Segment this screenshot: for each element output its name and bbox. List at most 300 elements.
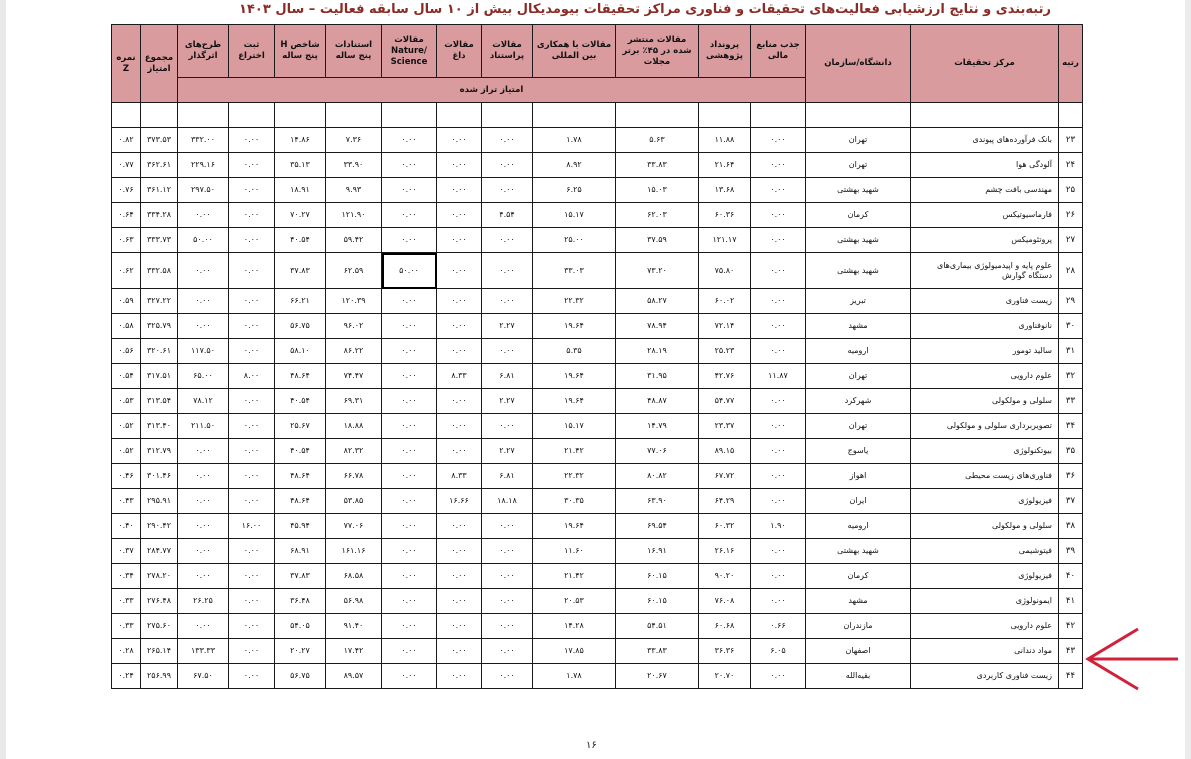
patents-cell: ۰.۰۰ <box>229 464 275 489</box>
total-cell: ۳۳۴.۲۸ <box>141 203 178 228</box>
cited-cell: ۶.۸۱ <box>482 464 533 489</box>
patents-cell: ۰.۰۰ <box>229 414 275 439</box>
patents-cell: ۰.۰۰ <box>229 489 275 514</box>
university-cell: کرمان <box>806 203 911 228</box>
table-row <box>112 489 1083 514</box>
hot-cell: ۰.۰۰ <box>437 314 482 339</box>
z-score-cell: ۰.۶۲ <box>112 253 141 289</box>
funding-cell: ۱۱.۸۷ <box>751 364 806 389</box>
center-name-cell: علوم پایه و اپیدمیولوژی بیماری‌های دستگاه گوارش <box>911 253 1059 289</box>
projects-cell: ۲۱.۶۴ <box>699 153 751 178</box>
cited-cell: ۰.۰۰ <box>482 614 533 639</box>
z-score-cell: ۰.۵۲ <box>112 439 141 464</box>
top45-cell: ۳۳.۸۳ <box>616 639 699 664</box>
z-score-cell: ۰.۷۷ <box>112 153 141 178</box>
university-cell: ایران <box>806 489 911 514</box>
table-row <box>112 228 1083 253</box>
hindex-cell: ۲۰.۲۷ <box>275 639 326 664</box>
top45-cell: ۱۵.۰۳ <box>616 178 699 203</box>
impact-cell: ۰.۰۰ <box>178 489 229 514</box>
impact-cell: ۲۲۹.۱۶ <box>178 153 229 178</box>
citations-cell: ۹.۹۳ <box>326 178 382 203</box>
hot-cell: ۰.۰۰ <box>437 614 482 639</box>
header-projects: پرونداد پژوهشی <box>699 25 751 78</box>
citations-cell: ۹۱.۴۰ <box>326 614 382 639</box>
center-name-cell: فارماسیوتیکس <box>911 203 1059 228</box>
table-row <box>112 253 1083 289</box>
impact-cell: ۰.۰۰ <box>178 314 229 339</box>
international-cell: ۸.۹۲ <box>533 153 616 178</box>
table-row <box>112 389 1083 414</box>
cited-cell: ۰.۰۰ <box>482 639 533 664</box>
cited-cell: ۲.۲۷ <box>482 389 533 414</box>
z-score-cell: ۰.۵۶ <box>112 339 141 364</box>
scan-edge-left <box>0 0 6 759</box>
table-row <box>112 314 1083 339</box>
cited-cell: ۲.۲۷ <box>482 314 533 339</box>
international-cell: ۱۵.۱۷ <box>533 414 616 439</box>
hot-cell: ۰.۰۰ <box>437 539 482 564</box>
nature-science-cell: ۰.۰۰ <box>382 564 437 589</box>
funding-cell: ۰.۰۰ <box>751 128 806 153</box>
hot-cell: ۸.۳۳ <box>437 464 482 489</box>
citations-cell: ۸۲.۳۲ <box>326 439 382 464</box>
header-citations: استنادات پنج ساله <box>326 25 382 78</box>
nature-science-cell: ۰.۰۰ <box>382 153 437 178</box>
international-cell: ۱۹.۶۴ <box>533 364 616 389</box>
international-cell: ۲۱.۴۲ <box>533 439 616 464</box>
table-row <box>112 514 1083 539</box>
hot-cell: ۰.۰۰ <box>437 589 482 614</box>
header-rank: رتبه <box>1059 25 1083 103</box>
international-cell: ۱۷.۸۵ <box>533 639 616 664</box>
projects-cell: ۴۲.۷۶ <box>699 364 751 389</box>
nature-science-cell: ۰.۰۰ <box>382 414 437 439</box>
funding-cell: ۰.۰۰ <box>751 203 806 228</box>
header-impact: طرح‌های اثرگذار <box>178 25 229 78</box>
cited-cell: ۰.۰۰ <box>482 153 533 178</box>
top45-cell: ۳۳.۸۳ <box>616 153 699 178</box>
patents-cell: ۰.۰۰ <box>229 253 275 289</box>
rank-cell: ۳۷ <box>1059 489 1083 514</box>
header-international: مقالات با همکاری بین المللی <box>533 25 616 78</box>
total-cell: ۳۱۳.۴۰ <box>141 414 178 439</box>
center-name-cell: مهندسی بافت چشم <box>911 178 1059 203</box>
z-score-cell: ۰.۳۳ <box>112 589 141 614</box>
nature-science-cell: ۰.۰۰ <box>382 614 437 639</box>
international-cell: ۳۳.۰۳ <box>533 253 616 289</box>
funding-cell: ۰.۰۰ <box>751 439 806 464</box>
funding-cell: ۰.۰۰ <box>751 314 806 339</box>
citations-cell: ۶۲.۵۹ <box>326 253 382 289</box>
total-cell: ۲۷۸.۲۰ <box>141 564 178 589</box>
international-cell: ۱۹.۶۴ <box>533 314 616 339</box>
table-row <box>112 539 1083 564</box>
top45-cell: ۶۳.۹۰ <box>616 489 699 514</box>
impact-cell: ۰.۰۰ <box>178 203 229 228</box>
impact-cell: ۲۹۷.۵۰ <box>178 178 229 203</box>
table-row <box>112 339 1083 364</box>
center-name-cell: سلولی و مولکولی <box>911 389 1059 414</box>
cited-cell: ۰.۰۰ <box>482 664 533 689</box>
projects-cell: ۶۰.۳۶ <box>699 203 751 228</box>
university-cell: بقیه‌الله <box>806 664 911 689</box>
cited-cell: ۰.۰۰ <box>482 339 533 364</box>
top45-cell: ۷۳.۲۰ <box>616 253 699 289</box>
table-row <box>112 664 1083 689</box>
patents-cell: ۰.۰۰ <box>229 664 275 689</box>
nature-science-cell: ۰.۰۰ <box>382 178 437 203</box>
citations-cell: ۷۷.۰۶ <box>326 514 382 539</box>
nature-science-cell: ۰.۰۰ <box>382 314 437 339</box>
hot-cell: ۰.۰۰ <box>437 639 482 664</box>
hindex-cell: ۱۴.۸۶ <box>275 128 326 153</box>
rank-cell: ۲۵ <box>1059 178 1083 203</box>
citations-cell: ۸۶.۲۲ <box>326 339 382 364</box>
international-cell: ۳۰.۳۵ <box>533 489 616 514</box>
impact-cell: ۶۵.۰۰ <box>178 364 229 389</box>
rank-cell: ۲۶ <box>1059 203 1083 228</box>
university-cell: ارومیه <box>806 339 911 364</box>
funding-cell: ۶.۰۵ <box>751 639 806 664</box>
impact-cell: ۰.۰۰ <box>178 614 229 639</box>
patents-cell: ۰.۰۰ <box>229 178 275 203</box>
total-cell: ۳۲۰.۶۱ <box>141 339 178 364</box>
projects-cell: ۹۰.۲۰ <box>699 564 751 589</box>
center-name-cell: نانوفناوری <box>911 314 1059 339</box>
patents-cell: ۰.۰۰ <box>229 228 275 253</box>
z-score-cell: ۰.۴۳ <box>112 489 141 514</box>
left-arrow-icon <box>1080 624 1180 694</box>
hot-cell: ۰.۰۰ <box>437 414 482 439</box>
university-cell: شهید بهشتی <box>806 178 911 203</box>
patents-cell: ۰.۰۰ <box>229 153 275 178</box>
header-top45: مقالات منتشر شده در ۴۵٪ برتر مجلات <box>616 25 699 78</box>
center-name-cell: سالید تومور <box>911 339 1059 364</box>
citations-cell: ۵۶.۹۸ <box>326 589 382 614</box>
center-name-cell: علوم دارویی <box>911 364 1059 389</box>
hindex-cell: ۴۵.۹۴ <box>275 514 326 539</box>
header-funding: جذب منابع مالی <box>751 25 806 78</box>
projects-cell: ۲۵.۲۳ <box>699 339 751 364</box>
top45-cell: ۱۶.۹۱ <box>616 539 699 564</box>
table-row <box>112 153 1083 178</box>
hindex-cell: ۳۷.۸۳ <box>275 564 326 589</box>
patents-cell: ۸.۰۰ <box>229 364 275 389</box>
z-score-cell: ۰.۵۸ <box>112 314 141 339</box>
funding-cell: ۰.۰۰ <box>751 228 806 253</box>
rank-cell: ۳۹ <box>1059 539 1083 564</box>
cited-cell: ۰.۰۰ <box>482 514 533 539</box>
nature-science-cell: ۵۰.۰۰ <box>382 253 437 289</box>
hot-cell: ۰.۰۰ <box>437 664 482 689</box>
nature-science-cell: ۰.۰۰ <box>382 203 437 228</box>
total-cell: ۳۱۷.۵۱ <box>141 364 178 389</box>
patents-cell: ۰.۰۰ <box>229 339 275 364</box>
top45-cell: ۶۲.۰۳ <box>616 203 699 228</box>
rank-cell: ۳۴ <box>1059 414 1083 439</box>
hindex-cell: ۵۴.۰۵ <box>275 614 326 639</box>
hot-cell: ۰.۰۰ <box>437 439 482 464</box>
projects-cell: ۲۳.۳۷ <box>699 414 751 439</box>
total-cell: ۲۹۵.۹۱ <box>141 489 178 514</box>
rank-cell: ۲۹ <box>1059 289 1083 314</box>
hindex-cell: ۳۶.۴۸ <box>275 589 326 614</box>
rank-cell: ۳۵ <box>1059 439 1083 464</box>
header-cited: مقالات پراستناد <box>482 25 533 78</box>
impact-cell: ۱۳۳.۳۳ <box>178 639 229 664</box>
cited-cell: ۶.۸۱ <box>482 364 533 389</box>
projects-cell: ۶۰.۶۸ <box>699 614 751 639</box>
total-cell: ۲۶۵.۱۴ <box>141 639 178 664</box>
impact-cell: ۶۷.۵۰ <box>178 664 229 689</box>
international-cell: ۲۵.۰۰ <box>533 228 616 253</box>
nature-science-cell: ۰.۰۰ <box>382 464 437 489</box>
nature-science-cell: ۰.۰۰ <box>382 289 437 314</box>
university-cell: تهران <box>806 414 911 439</box>
funding-cell: ۰.۰۰ <box>751 153 806 178</box>
funding-cell: ۰.۰۰ <box>751 253 806 289</box>
university-cell: تهران <box>806 128 911 153</box>
funding-cell: ۰.۰۰ <box>751 464 806 489</box>
university-cell: مشهد <box>806 314 911 339</box>
nature-science-cell: ۰.۰۰ <box>382 364 437 389</box>
total-cell: ۳۲۵.۷۹ <box>141 314 178 339</box>
nature-science-cell: ۰.۰۰ <box>382 539 437 564</box>
funding-cell: ۰.۰۰ <box>751 339 806 364</box>
impact-cell: ۰.۰۰ <box>178 539 229 564</box>
header-center: مرکز تحقیقات <box>911 25 1059 103</box>
total-cell: ۳۱۳.۵۴ <box>141 389 178 414</box>
funding-cell: ۰.۰۰ <box>751 414 806 439</box>
table-row <box>112 589 1083 614</box>
university-cell: کرمان <box>806 564 911 589</box>
center-name-cell: سلولی و مولکولی <box>911 514 1059 539</box>
total-cell: ۲۹۰.۴۲ <box>141 514 178 539</box>
projects-cell: ۲۰.۷۰ <box>699 664 751 689</box>
center-name-cell: زیست فناوری کاربردی <box>911 664 1059 689</box>
cited-cell: ۰.۰۰ <box>482 178 533 203</box>
citations-cell: ۹۶.۰۲ <box>326 314 382 339</box>
hot-cell: ۰.۰۰ <box>437 389 482 414</box>
university-cell: شهید بهشتی <box>806 228 911 253</box>
impact-cell: ۰.۰۰ <box>178 464 229 489</box>
citations-cell: ۷۴.۴۷ <box>326 364 382 389</box>
header-university: دانشگاه/سازمان <box>806 25 911 103</box>
z-score-cell: ۰.۳۳ <box>112 614 141 639</box>
table-row <box>112 128 1083 153</box>
university-cell: شهید بهشتی <box>806 253 911 289</box>
table-row <box>112 414 1083 439</box>
top45-cell: ۳۷.۵۹ <box>616 228 699 253</box>
ranking-table <box>111 24 1083 689</box>
hot-cell: ۸.۳۳ <box>437 364 482 389</box>
international-cell: ۱۹.۶۴ <box>533 389 616 414</box>
patents-cell: ۰.۰۰ <box>229 564 275 589</box>
ranking-table-container <box>111 24 1083 689</box>
rank-cell: ۴۳ <box>1059 639 1083 664</box>
hindex-cell: ۴۰.۵۴ <box>275 228 326 253</box>
header-nature-science: مقالات Nature/ Science <box>382 25 437 78</box>
hindex-cell: ۶۶.۲۱ <box>275 289 326 314</box>
citations-cell: ۱۲۰.۳۹ <box>326 289 382 314</box>
cited-cell: ۰.۰۰ <box>482 253 533 289</box>
cited-cell: ۲.۲۷ <box>482 439 533 464</box>
university-cell: تهران <box>806 153 911 178</box>
table-row <box>112 203 1083 228</box>
university-cell: مشهد <box>806 589 911 614</box>
top45-cell: ۷۷.۰۶ <box>616 439 699 464</box>
top45-cell: ۷۸.۹۴ <box>616 314 699 339</box>
top45-cell: ۶۰.۱۵ <box>616 564 699 589</box>
rank-cell: ۳۸ <box>1059 514 1083 539</box>
nature-science-cell: ۰.۰۰ <box>382 589 437 614</box>
hot-cell: ۰.۰۰ <box>437 228 482 253</box>
total-cell: ۲۵۶.۹۹ <box>141 664 178 689</box>
university-cell: تهران <box>806 364 911 389</box>
center-name-cell: آلودگی هوا <box>911 153 1059 178</box>
patents-cell: ۰.۰۰ <box>229 639 275 664</box>
impact-cell: ۰.۰۰ <box>178 514 229 539</box>
projects-cell: ۶۴.۲۹ <box>699 489 751 514</box>
z-score-cell: ۰.۴۰ <box>112 514 141 539</box>
citations-cell: ۶۸.۵۸ <box>326 564 382 589</box>
hindex-cell: ۵۸.۱۰ <box>275 339 326 364</box>
rank-cell: ۴۰ <box>1059 564 1083 589</box>
projects-cell: ۲۶.۱۶ <box>699 539 751 564</box>
header-hot: مقالات داغ <box>437 25 482 78</box>
patents-cell: ۰.۰۰ <box>229 439 275 464</box>
cited-cell: ۱۸.۱۸ <box>482 489 533 514</box>
hot-cell: ۱۶.۶۶ <box>437 489 482 514</box>
top45-cell: ۵۸.۲۷ <box>616 289 699 314</box>
hindex-cell: ۵۶.۷۵ <box>275 314 326 339</box>
international-cell: ۱۹.۶۴ <box>533 514 616 539</box>
center-name-cell: فیزیولوژی <box>911 489 1059 514</box>
projects-cell: ۱۳.۶۸ <box>699 178 751 203</box>
center-name-cell: بیوتکنولوژی <box>911 439 1059 464</box>
citations-cell: ۳۳.۹۰ <box>326 153 382 178</box>
table-row <box>112 364 1083 389</box>
nature-science-cell: ۰.۰۰ <box>382 339 437 364</box>
projects-cell: ۶۰.۳۲ <box>699 514 751 539</box>
top45-cell: ۵.۶۳ <box>616 128 699 153</box>
total-cell: ۳۷۳.۵۳ <box>141 128 178 153</box>
impact-cell: ۰.۰۰ <box>178 253 229 289</box>
z-score-cell: ۰.۳۷ <box>112 539 141 564</box>
projects-cell: ۸۹.۱۵ <box>699 439 751 464</box>
patents-cell: ۰.۰۰ <box>229 389 275 414</box>
international-cell: ۲۲.۳۲ <box>533 289 616 314</box>
hindex-cell: ۶۸.۹۱ <box>275 539 326 564</box>
table-row <box>112 439 1083 464</box>
funding-cell: ۰.۰۰ <box>751 564 806 589</box>
header-z: نمره Z <box>112 25 141 103</box>
projects-cell: ۶۰.۰۲ <box>699 289 751 314</box>
funding-cell: ۰.۰۰ <box>751 489 806 514</box>
nature-science-cell: ۰.۰۰ <box>382 128 437 153</box>
impact-cell: ۷۸.۱۲ <box>178 389 229 414</box>
total-cell: ۳۳۳.۷۳ <box>141 228 178 253</box>
header-patents: ثبت اختراع <box>229 25 275 78</box>
page-number: ۱۶ <box>586 740 597 751</box>
z-score-cell: ۰.۶۴ <box>112 203 141 228</box>
patents-cell: ۰.۰۰ <box>229 128 275 153</box>
cited-cell: ۰.۰۰ <box>482 228 533 253</box>
hot-cell: ۰.۰۰ <box>437 564 482 589</box>
cited-cell: ۴.۵۴ <box>482 203 533 228</box>
citations-cell: ۷.۳۶ <box>326 128 382 153</box>
top45-cell: ۲۰.۶۷ <box>616 664 699 689</box>
rank-cell: ۳۱ <box>1059 339 1083 364</box>
projects-cell: ۷۵.۸۰ <box>699 253 751 289</box>
center-name-cell: بانک فرآورده‌های پیوندی <box>911 128 1059 153</box>
center-name-cell: زیست فناوری <box>911 289 1059 314</box>
citations-cell: ۶۹.۳۱ <box>326 389 382 414</box>
funding-cell: ۰.۰۰ <box>751 539 806 564</box>
nature-science-cell: ۰.۰۰ <box>382 639 437 664</box>
citations-cell: ۸۹.۵۷ <box>326 664 382 689</box>
table-row <box>112 639 1083 664</box>
total-cell: ۲۸۴.۷۷ <box>141 539 178 564</box>
hot-cell: ۰.۰۰ <box>437 253 482 289</box>
nature-science-cell: ۰.۰۰ <box>382 439 437 464</box>
header-normalized-score: امتیاز تراز شده <box>178 78 806 103</box>
funding-cell: ۰.۰۰ <box>751 589 806 614</box>
top45-cell: ۵۴.۵۱ <box>616 614 699 639</box>
university-cell: اهواز <box>806 464 911 489</box>
impact-cell: ۲۶.۲۵ <box>178 589 229 614</box>
top45-cell: ۸۰.۸۲ <box>616 464 699 489</box>
international-cell: ۱۵.۱۷ <box>533 203 616 228</box>
patents-cell: ۰.۰۰ <box>229 589 275 614</box>
university-cell: اصفهان <box>806 639 911 664</box>
international-cell: ۱.۷۸ <box>533 128 616 153</box>
cited-cell: ۰.۰۰ <box>482 128 533 153</box>
hindex-cell: ۲۵.۶۷ <box>275 414 326 439</box>
cited-cell: ۰.۰۰ <box>482 564 533 589</box>
rank-cell: ۴۱ <box>1059 589 1083 614</box>
hot-cell: ۰.۰۰ <box>437 178 482 203</box>
impact-cell: ۳۳۲.۰۰ <box>178 128 229 153</box>
hindex-cell: ۳۵.۱۳ <box>275 153 326 178</box>
citations-cell: ۱۸.۸۸ <box>326 414 382 439</box>
funding-cell: ۰.۰۰ <box>751 664 806 689</box>
patents-cell: ۰.۰۰ <box>229 539 275 564</box>
hindex-cell: ۴۰.۵۴ <box>275 389 326 414</box>
cited-cell: ۰.۰۰ <box>482 289 533 314</box>
university-cell: یاسوج <box>806 439 911 464</box>
hindex-cell: ۴۸.۶۴ <box>275 489 326 514</box>
university-cell: شهرکرد <box>806 389 911 414</box>
nature-science-cell: ۰.۰۰ <box>382 228 437 253</box>
total-cell: ۳۳۲.۵۸ <box>141 253 178 289</box>
rank-cell: ۲۳ <box>1059 128 1083 153</box>
page-title: رتبه‌بندی و نتایج ارزشیابی فعالیت‌های تحقیقات و فناوری مراکز تحقیقات بیومدیکال بیش از ۱۰ سال سابقه فعالیت – سال ۱۴۰۳ <box>239 2 1051 17</box>
rank-cell: ۳۲ <box>1059 364 1083 389</box>
impact-cell: ۰.۰۰ <box>178 439 229 464</box>
international-cell: ۱.۷۸ <box>533 664 616 689</box>
blank-row <box>112 103 1083 128</box>
cited-cell: ۰.۰۰ <box>482 414 533 439</box>
center-name-cell: پروتئومیکس <box>911 228 1059 253</box>
cited-cell: ۰.۰۰ <box>482 589 533 614</box>
international-cell: ۶.۲۵ <box>533 178 616 203</box>
projects-cell: ۱۲۱.۱۷ <box>699 228 751 253</box>
hot-cell: ۰.۰۰ <box>437 203 482 228</box>
funding-cell: ۰.۰۰ <box>751 289 806 314</box>
hindex-cell: ۴۸.۶۴ <box>275 464 326 489</box>
